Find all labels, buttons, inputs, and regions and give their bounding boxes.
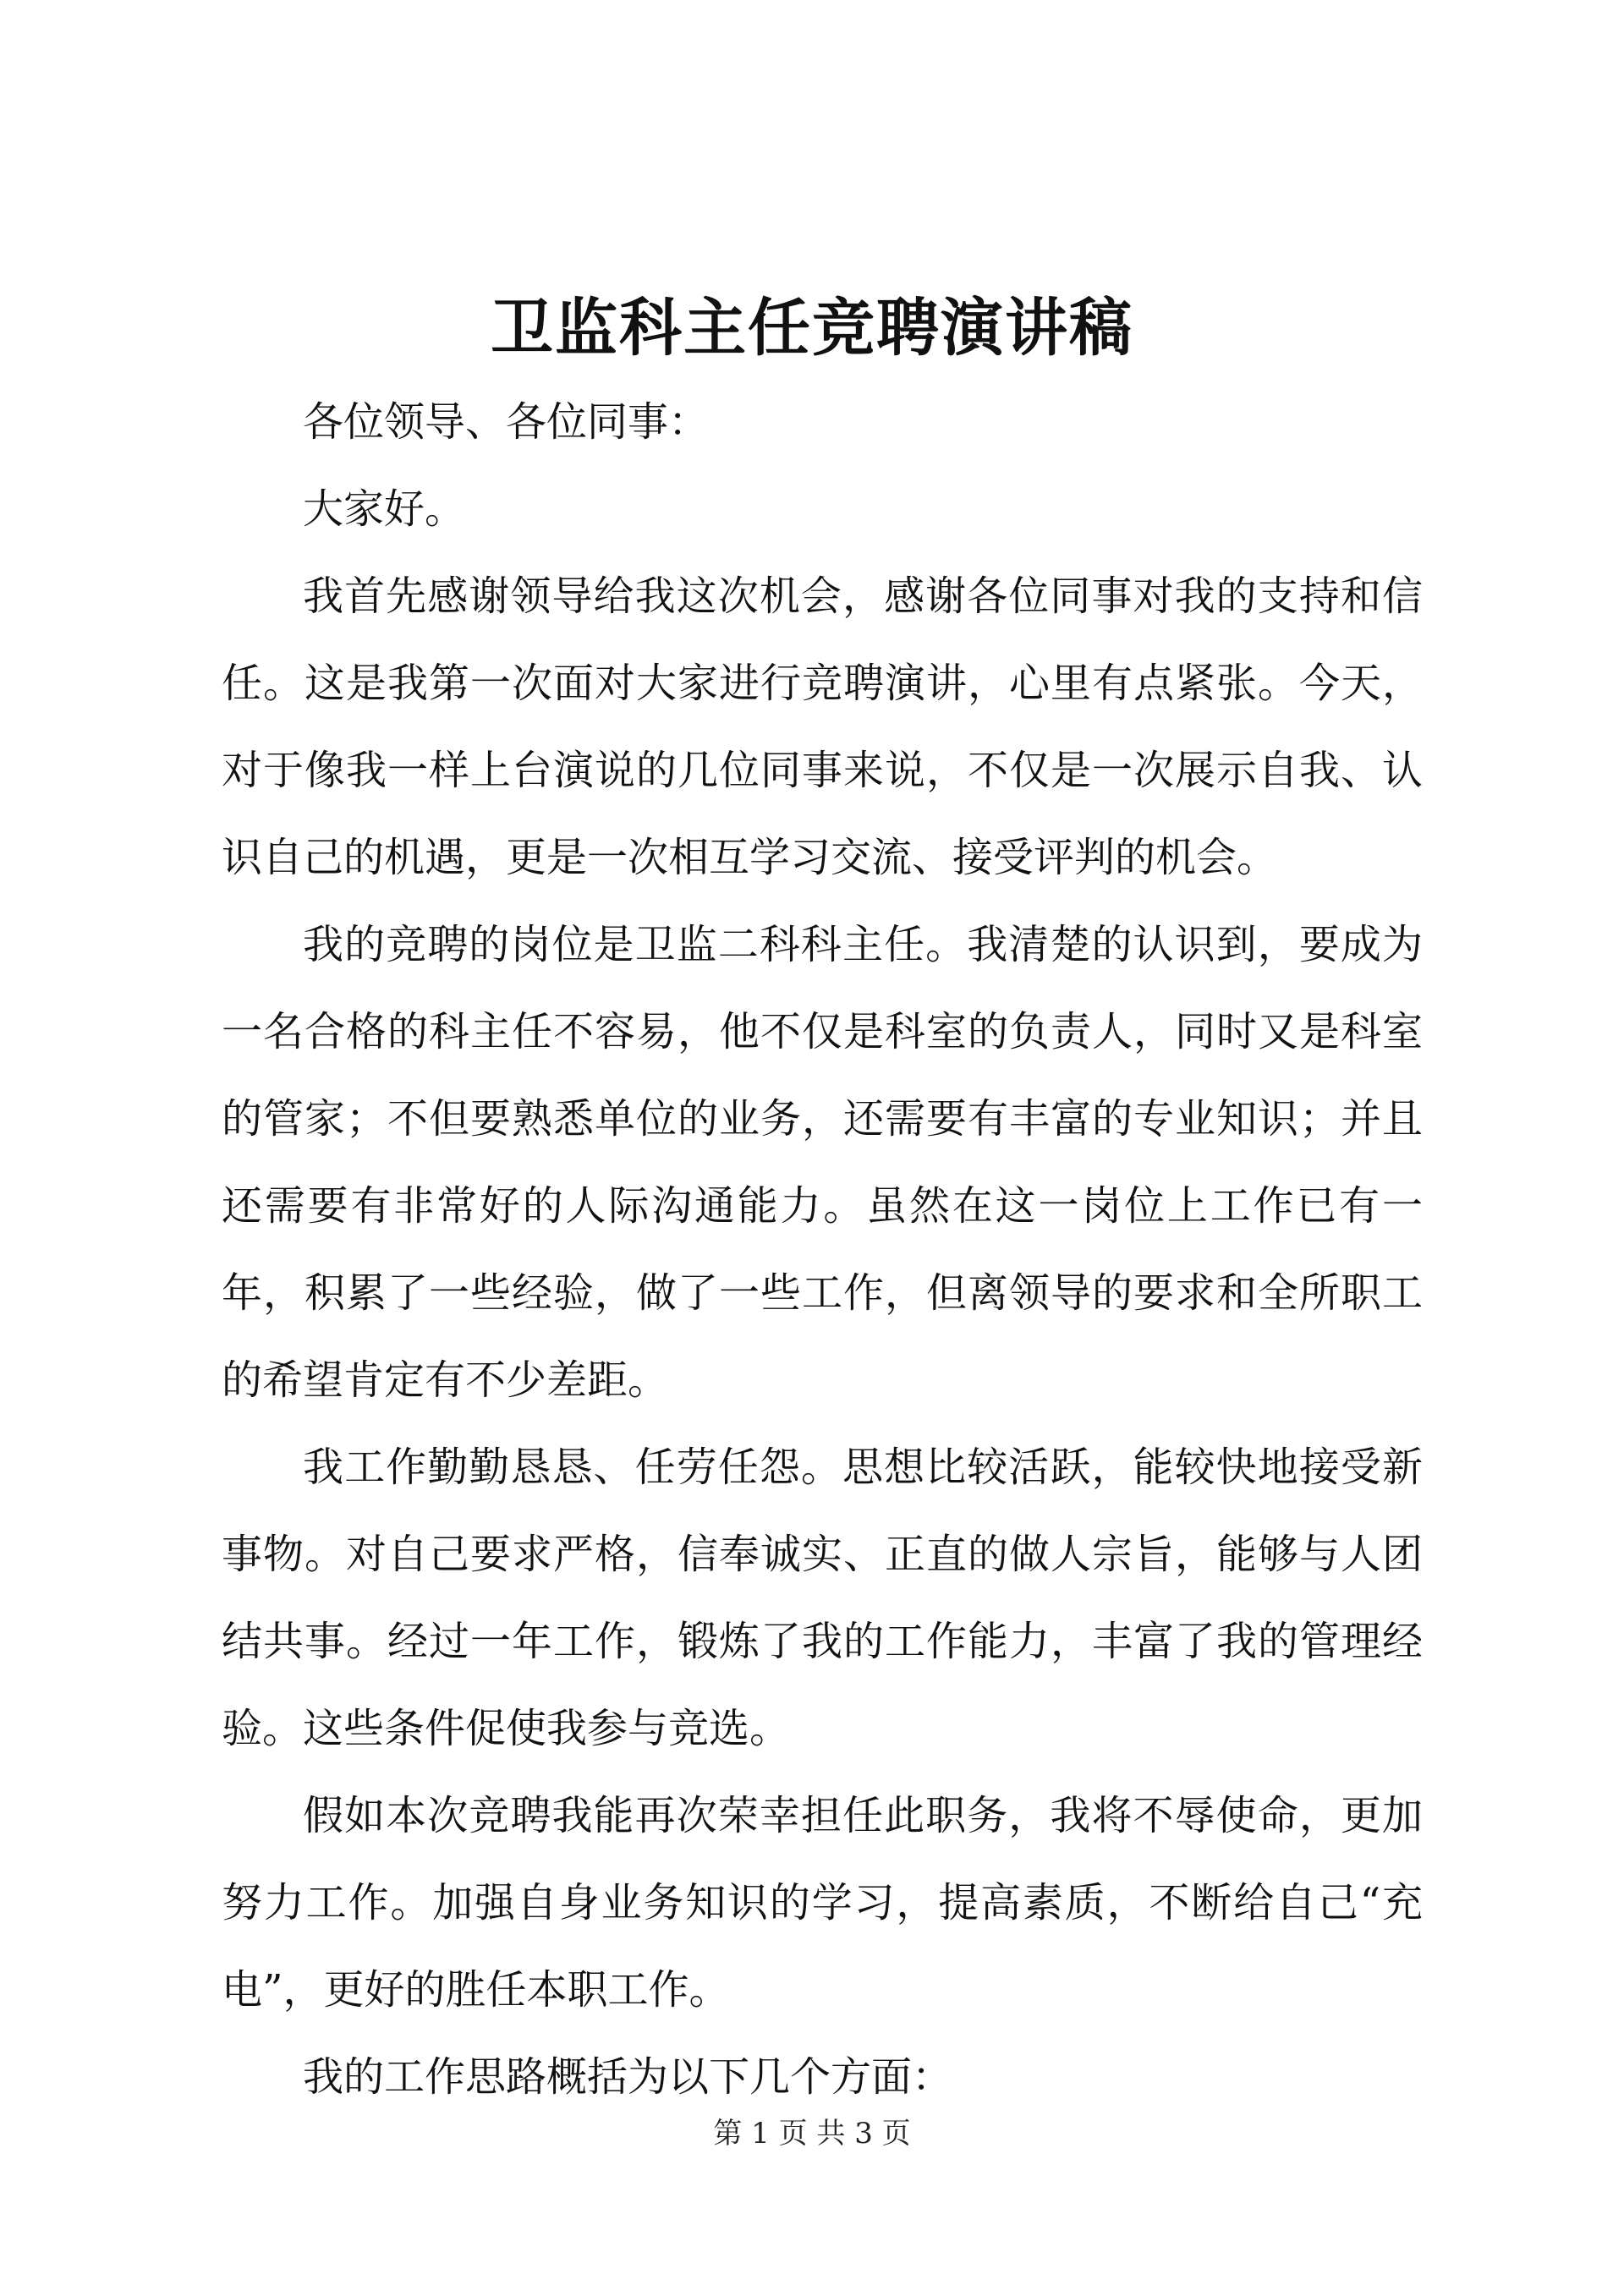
paragraph-work-ideas: 我的工作思路概括为以下几个方面： — [303, 2053, 953, 2101]
paragraph-thanks: 我首先感谢领导给我这次机会，感谢各位同事对我的支持和信任。这是我第一次面对大家进行竞聘演讲，心里有点紧张。今天，对于像我一样上台演说的几位同事来说，不仅是一次展示自我、认识自己的机遇，更是一次相互学习交流、接受评判的机会。 — [222, 573, 1423, 881]
paragraph-commitment: 假如本次竞聘我能再次荣幸担任此职务，我将不辱使命，更加努力工作。加强自身业务知识的学习，提高素质，不断给自己“充电”，更好的胜任本职工作。 — [222, 1792, 1423, 2014]
paragraph-position: 我的竞聘的岗位是卫监二科科主任。我清楚的认识到，要成为一名合格的科主任不容易，他不仅是科室的负责人，同时又是科室的管家；不但要熟悉单位的业务，还需要有丰富的专业知识；并且还需要有非常好的人际沟通能力。虽然在这一岗位上工作已有一年，积累了一些经验，做了一些工作，但离领导的要求和全所职工的希望肯定有不少差距。 — [222, 921, 1423, 1404]
page-number: 第 1 页 共 3 页 — [713, 2117, 911, 2151]
document-title: 卫监科主任竞聘演讲稿 — [491, 292, 1133, 364]
paragraph-qualities: 我工作勤勤恳恳、任劳任怨。思想比较活跃，能较快地接受新事物。对自己要求严格，信奉诚实、正直的做人宗旨，能够与人团结共事。经过一年工作，锻炼了我的工作能力，丰富了我的管理经验。这些条件促使我参与竞选。 — [222, 1444, 1423, 1752]
paragraph-greeting: 各位领导、各位同事： — [303, 398, 710, 446]
paragraph-hello: 大家好。 — [303, 485, 466, 533]
document-body — [222, 379, 1423, 2121]
